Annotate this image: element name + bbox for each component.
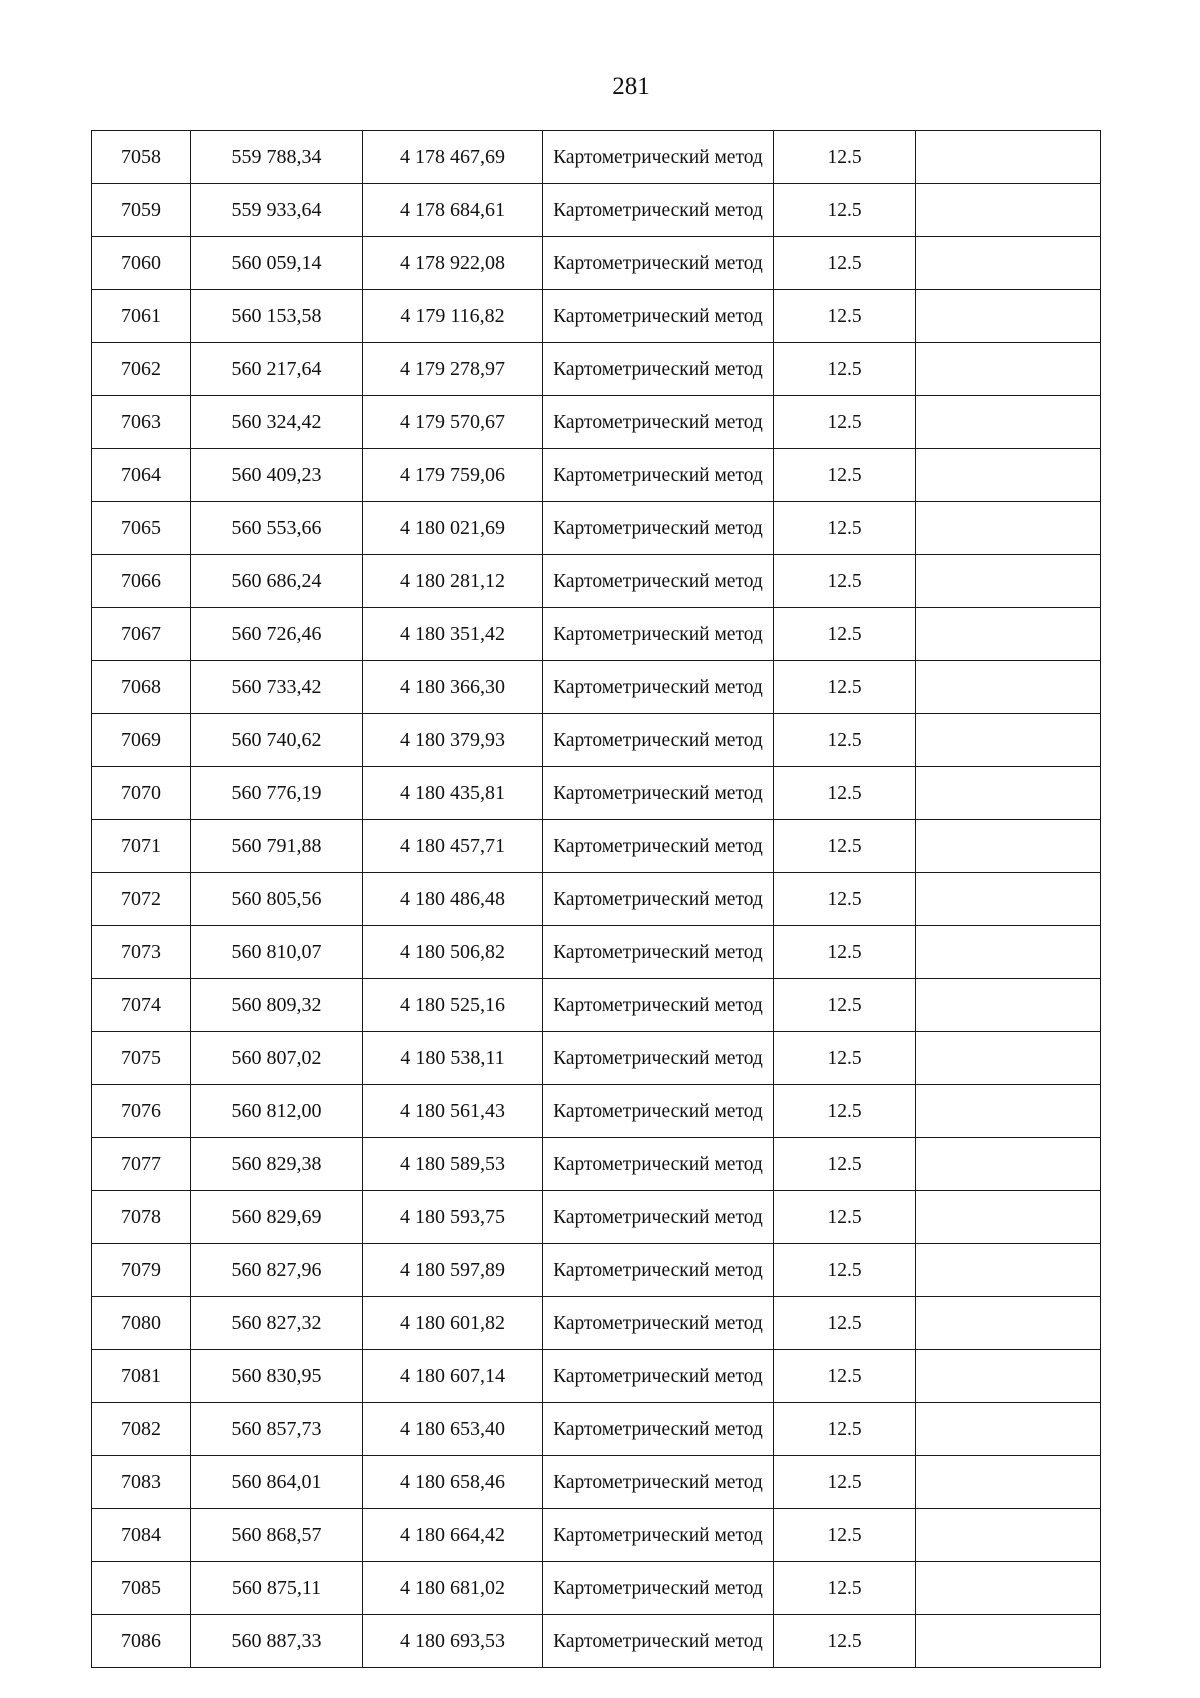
method-text: Картометрический метод (553, 359, 763, 380)
precision-text: 12.5 (827, 518, 862, 539)
table-row (92, 1244, 1101, 1297)
method-text: Картометрический метод (553, 1260, 763, 1281)
method-text: Картометрический метод (553, 1631, 763, 1652)
coordinate-y-cell: 4 180 366,30 (363, 661, 543, 714)
note-cell (916, 873, 1101, 926)
note-cell (916, 1509, 1101, 1562)
note-cell (916, 926, 1101, 979)
precision-cell (774, 979, 916, 1032)
coordinate-x-cell: 560 776,19 (191, 767, 363, 820)
point-number-cell: 7069 (92, 714, 191, 767)
coordinate-y-cell: 4 180 457,71 (363, 820, 543, 873)
table-row (92, 979, 1101, 1032)
precision-cell (774, 343, 916, 396)
method-cell (543, 502, 774, 555)
note-cell (916, 184, 1101, 237)
precision-text: 12.5 (827, 942, 862, 963)
precision-cell (774, 1403, 916, 1456)
table-row (92, 820, 1101, 873)
precision-text: 12.5 (827, 1578, 862, 1599)
precision-cell (774, 1138, 916, 1191)
precision-cell (774, 1297, 916, 1350)
table-row (92, 237, 1101, 290)
coordinate-x-cell: 560 324,42 (191, 396, 363, 449)
coordinate-x-cell: 560 726,46 (191, 608, 363, 661)
table-row (92, 1297, 1101, 1350)
precision-text: 12.5 (827, 359, 862, 380)
coordinate-x-cell: 560 829,38 (191, 1138, 363, 1191)
point-number-cell: 7085 (92, 1562, 191, 1615)
method-cell (543, 396, 774, 449)
point-number-cell: 7066 (92, 555, 191, 608)
precision-cell (774, 1085, 916, 1138)
method-cell (543, 343, 774, 396)
coordinate-x-cell: 560 791,88 (191, 820, 363, 873)
note-cell (916, 1191, 1101, 1244)
note-cell (916, 714, 1101, 767)
method-text: Картометрический метод (553, 1048, 763, 1069)
coordinate-y-cell: 4 180 589,53 (363, 1138, 543, 1191)
table-row (92, 184, 1101, 237)
precision-text: 12.5 (827, 1313, 862, 1334)
method-cell (543, 184, 774, 237)
method-text: Картометрический метод (553, 783, 763, 804)
method-text: Картометрический метод (553, 624, 763, 645)
note-cell (916, 1244, 1101, 1297)
precision-text: 12.5 (827, 1525, 862, 1546)
note-cell (916, 502, 1101, 555)
table-row (92, 1403, 1101, 1456)
method-text: Картометрический метод (553, 1525, 763, 1546)
precision-cell (774, 184, 916, 237)
point-number-cell: 7065 (92, 502, 191, 555)
point-number-cell: 7073 (92, 926, 191, 979)
coordinate-x-cell: 560 810,07 (191, 926, 363, 979)
precision-cell (774, 873, 916, 926)
method-text: Картометрический метод (553, 1101, 763, 1122)
method-cell (543, 1615, 774, 1668)
note-cell (916, 661, 1101, 714)
point-number-cell: 7086 (92, 1615, 191, 1668)
coordinate-y-cell: 4 179 759,06 (363, 449, 543, 502)
precision-text: 12.5 (827, 1048, 862, 1069)
point-number-cell: 7075 (92, 1032, 191, 1085)
precision-cell (774, 1191, 916, 1244)
method-cell (543, 237, 774, 290)
point-number-cell: 7084 (92, 1509, 191, 1562)
method-text: Картометрический метод (553, 677, 763, 698)
precision-text: 12.5 (827, 465, 862, 486)
coordinate-x-cell: 560 830,95 (191, 1350, 363, 1403)
method-cell (543, 290, 774, 343)
method-cell (543, 608, 774, 661)
method-cell (543, 1138, 774, 1191)
method-text: Картометрический метод (553, 942, 763, 963)
note-cell (916, 1138, 1101, 1191)
point-number-cell: 7076 (92, 1085, 191, 1138)
point-number-cell: 7081 (92, 1350, 191, 1403)
point-number-cell: 7077 (92, 1138, 191, 1191)
table-row (92, 290, 1101, 343)
method-text: Картометрический метод (553, 836, 763, 857)
coordinate-y-cell: 4 180 379,93 (363, 714, 543, 767)
note-cell (916, 1403, 1101, 1456)
method-text: Картометрический метод (553, 571, 763, 592)
coordinate-y-cell: 4 180 506,82 (363, 926, 543, 979)
point-number-cell: 7060 (92, 237, 191, 290)
point-number-cell: 7059 (92, 184, 191, 237)
coordinate-y-cell: 4 180 597,89 (363, 1244, 543, 1297)
note-cell (916, 608, 1101, 661)
precision-text: 12.5 (827, 730, 862, 751)
coordinate-x-cell: 560 887,33 (191, 1615, 363, 1668)
precision-cell (774, 661, 916, 714)
precision-text: 12.5 (827, 1101, 862, 1122)
coordinate-x-cell: 560 812,00 (191, 1085, 363, 1138)
coordinate-y-cell: 4 180 653,40 (363, 1403, 543, 1456)
note-cell (916, 396, 1101, 449)
table-row (92, 502, 1101, 555)
coordinate-y-cell: 4 178 684,61 (363, 184, 543, 237)
table-row (92, 608, 1101, 661)
method-text: Картометрический метод (553, 889, 763, 910)
precision-text: 12.5 (827, 1207, 862, 1228)
precision-text: 12.5 (827, 1472, 862, 1493)
method-cell (543, 1297, 774, 1350)
point-number-cell: 7062 (92, 343, 191, 396)
method-cell (543, 555, 774, 608)
point-number-cell: 7063 (92, 396, 191, 449)
method-cell (543, 1403, 774, 1456)
precision-text: 12.5 (827, 306, 862, 327)
coordinate-x-cell: 560 864,01 (191, 1456, 363, 1509)
precision-text: 12.5 (827, 1366, 862, 1387)
table-row (92, 1562, 1101, 1615)
point-number-cell: 7083 (92, 1456, 191, 1509)
point-number-cell: 7074 (92, 979, 191, 1032)
coordinates-table (91, 130, 1101, 1668)
precision-cell (774, 1032, 916, 1085)
coordinate-y-cell: 4 180 593,75 (363, 1191, 543, 1244)
coordinate-x-cell: 560 827,32 (191, 1297, 363, 1350)
coordinate-y-cell: 4 179 570,67 (363, 396, 543, 449)
table-row (92, 661, 1101, 714)
method-cell (543, 1085, 774, 1138)
method-text: Картометрический метод (553, 1313, 763, 1334)
method-text: Картометрический метод (553, 518, 763, 539)
coordinate-y-cell: 4 179 278,97 (363, 343, 543, 396)
table-row (92, 1191, 1101, 1244)
precision-cell (774, 131, 916, 184)
method-text: Картометрический метод (553, 147, 763, 168)
table-row (92, 396, 1101, 449)
method-text: Картометрический метод (553, 465, 763, 486)
coordinate-x-cell: 560 807,02 (191, 1032, 363, 1085)
coordinate-x-cell: 560 409,23 (191, 449, 363, 502)
coordinate-x-cell: 560 875,11 (191, 1562, 363, 1615)
table-row (92, 873, 1101, 926)
coordinate-x-cell: 560 857,73 (191, 1403, 363, 1456)
method-cell (543, 1244, 774, 1297)
coordinate-x-cell: 560 740,62 (191, 714, 363, 767)
page-number: 281 (612, 73, 650, 100)
point-number-cell: 7058 (92, 131, 191, 184)
note-cell (916, 1350, 1101, 1403)
point-number-cell: 7064 (92, 449, 191, 502)
table-row (92, 1509, 1101, 1562)
coordinate-y-cell: 4 180 021,69 (363, 502, 543, 555)
method-cell (543, 131, 774, 184)
coordinate-x-cell: 560 805,56 (191, 873, 363, 926)
table-row (92, 343, 1101, 396)
precision-cell (774, 1456, 916, 1509)
note-cell (916, 290, 1101, 343)
method-text: Картометрический метод (553, 730, 763, 751)
note-cell (916, 1085, 1101, 1138)
table-row (92, 1615, 1101, 1668)
precision-text: 12.5 (827, 147, 862, 168)
coordinate-x-cell: 559 788,34 (191, 131, 363, 184)
precision-text: 12.5 (827, 1260, 862, 1281)
note-cell (916, 131, 1101, 184)
point-number-cell: 7070 (92, 767, 191, 820)
precision-text: 12.5 (827, 995, 862, 1016)
method-text: Картометрический метод (553, 1366, 763, 1387)
note-cell (916, 1456, 1101, 1509)
table-row (92, 1138, 1101, 1191)
precision-text: 12.5 (827, 1419, 862, 1440)
coordinate-y-cell: 4 180 525,16 (363, 979, 543, 1032)
note-cell (916, 1562, 1101, 1615)
precision-cell (774, 290, 916, 343)
coordinate-x-cell: 560 686,24 (191, 555, 363, 608)
method-cell (543, 1509, 774, 1562)
method-cell (543, 1032, 774, 1085)
coordinate-y-cell: 4 180 538,11 (363, 1032, 543, 1085)
method-text: Картометрический метод (553, 1578, 763, 1599)
note-cell (916, 1297, 1101, 1350)
precision-cell (774, 1615, 916, 1668)
table-row (92, 1032, 1101, 1085)
precision-cell (774, 926, 916, 979)
coordinate-x-cell: 560 829,69 (191, 1191, 363, 1244)
coordinate-y-cell: 4 180 281,12 (363, 555, 543, 608)
coordinate-y-cell: 4 180 435,81 (363, 767, 543, 820)
coordinate-x-cell: 560 059,14 (191, 237, 363, 290)
note-cell (916, 767, 1101, 820)
coordinate-y-cell: 4 180 658,46 (363, 1456, 543, 1509)
point-number-cell: 7071 (92, 820, 191, 873)
precision-text: 12.5 (827, 571, 862, 592)
table-row (92, 449, 1101, 502)
method-text: Картометрический метод (553, 1419, 763, 1440)
precision-cell (774, 714, 916, 767)
coordinate-y-cell: 4 180 664,42 (363, 1509, 543, 1562)
method-cell (543, 926, 774, 979)
precision-cell (774, 237, 916, 290)
note-cell (916, 820, 1101, 873)
method-cell (543, 1191, 774, 1244)
method-text: Картометрический метод (553, 412, 763, 433)
table-row (92, 131, 1101, 184)
method-cell (543, 873, 774, 926)
method-cell (543, 714, 774, 767)
note-cell (916, 237, 1101, 290)
precision-text: 12.5 (827, 889, 862, 910)
point-number-cell: 7078 (92, 1191, 191, 1244)
coordinate-x-cell: 560 809,32 (191, 979, 363, 1032)
note-cell (916, 1615, 1101, 1668)
coordinate-x-cell: 560 868,57 (191, 1509, 363, 1562)
coordinate-y-cell: 4 180 601,82 (363, 1297, 543, 1350)
precision-cell (774, 1509, 916, 1562)
method-text: Картометрический метод (553, 1207, 763, 1228)
method-text: Картометрический метод (553, 306, 763, 327)
point-number-cell: 7061 (92, 290, 191, 343)
method-text: Картометрический метод (553, 200, 763, 221)
point-number-cell: 7067 (92, 608, 191, 661)
note-cell (916, 449, 1101, 502)
precision-text: 12.5 (827, 1154, 862, 1175)
method-cell (543, 661, 774, 714)
precision-cell (774, 1244, 916, 1297)
precision-cell (774, 502, 916, 555)
method-cell (543, 1562, 774, 1615)
method-text: Картометрический метод (553, 1154, 763, 1175)
note-cell (916, 979, 1101, 1032)
precision-text: 12.5 (827, 412, 862, 433)
precision-cell (774, 767, 916, 820)
method-text: Картометрический метод (553, 253, 763, 274)
precision-text: 12.5 (827, 836, 862, 857)
table-row (92, 926, 1101, 979)
coordinate-y-cell: 4 178 922,08 (363, 237, 543, 290)
precision-cell (774, 1562, 916, 1615)
method-text: Картометрический метод (553, 995, 763, 1016)
coordinate-x-cell: 560 217,64 (191, 343, 363, 396)
method-cell (543, 820, 774, 873)
precision-text: 12.5 (827, 624, 862, 645)
note-cell (916, 343, 1101, 396)
table-row (92, 767, 1101, 820)
method-cell (543, 1456, 774, 1509)
method-cell (543, 767, 774, 820)
precision-cell (774, 608, 916, 661)
point-number-cell: 7068 (92, 661, 191, 714)
table-row (92, 714, 1101, 767)
method-cell (543, 449, 774, 502)
table-row (92, 1350, 1101, 1403)
table-row (92, 1456, 1101, 1509)
point-number-cell: 7080 (92, 1297, 191, 1350)
coordinates-table-body (92, 131, 1101, 1668)
coordinate-x-cell: 560 827,96 (191, 1244, 363, 1297)
coordinate-y-cell: 4 180 561,43 (363, 1085, 543, 1138)
coordinate-x-cell: 560 553,66 (191, 502, 363, 555)
method-text: Картометрический метод (553, 1472, 763, 1493)
table-row (92, 1085, 1101, 1138)
coordinate-y-cell: 4 178 467,69 (363, 131, 543, 184)
table-row (92, 555, 1101, 608)
precision-cell (774, 1350, 916, 1403)
coordinate-y-cell: 4 179 116,82 (363, 290, 543, 343)
coordinate-y-cell: 4 180 351,42 (363, 608, 543, 661)
precision-text: 12.5 (827, 200, 862, 221)
point-number-cell: 7082 (92, 1403, 191, 1456)
precision-cell (774, 449, 916, 502)
precision-cell (774, 820, 916, 873)
precision-text: 12.5 (827, 783, 862, 804)
coordinate-y-cell: 4 180 681,02 (363, 1562, 543, 1615)
coordinate-y-cell: 4 180 693,53 (363, 1615, 543, 1668)
coordinate-x-cell: 559 933,64 (191, 184, 363, 237)
coordinate-y-cell: 4 180 607,14 (363, 1350, 543, 1403)
note-cell (916, 555, 1101, 608)
method-cell (543, 979, 774, 1032)
point-number-cell: 7079 (92, 1244, 191, 1297)
precision-text: 12.5 (827, 677, 862, 698)
coordinate-x-cell: 560 733,42 (191, 661, 363, 714)
method-cell (543, 1350, 774, 1403)
precision-cell (774, 555, 916, 608)
coordinate-y-cell: 4 180 486,48 (363, 873, 543, 926)
point-number-cell: 7072 (92, 873, 191, 926)
note-cell (916, 1032, 1101, 1085)
precision-cell (774, 396, 916, 449)
coordinate-x-cell: 560 153,58 (191, 290, 363, 343)
precision-text: 12.5 (827, 253, 862, 274)
precision-text: 12.5 (827, 1631, 862, 1652)
